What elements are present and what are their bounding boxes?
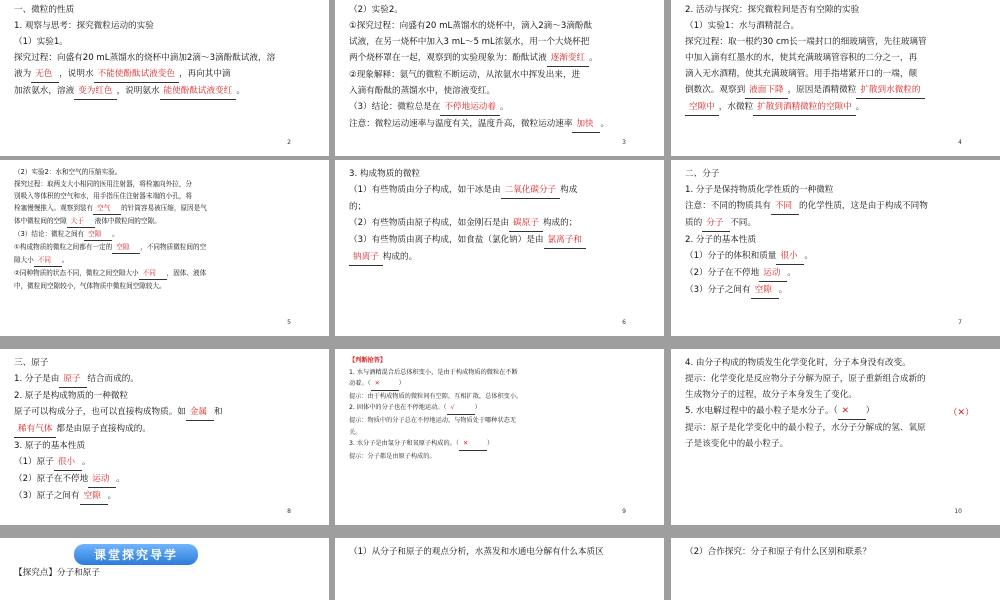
slide-6[interactable] (335, 160, 664, 336)
text-line (349, 391, 650, 403)
text-line (349, 18, 650, 34)
text-line (349, 34, 650, 50)
text-line (14, 50, 315, 66)
line-text: 两个烧杯罩在一起，观察到的实验现象为：酚酞试液 (349, 53, 547, 63)
slide-10[interactable] (671, 349, 1000, 525)
page-number: 2 (287, 139, 291, 146)
answer-blank: 空气 (93, 202, 121, 215)
line-text: 2. 原子是构成物质的一种微粒 (14, 391, 129, 401)
line-text: 入滴有酚酞的蒸馏水中，使溶液变红。 (349, 86, 496, 96)
text-line (14, 565, 315, 581)
line-text: 都是由原子直接构成的。 (56, 424, 151, 434)
answer-blank: 运动 (88, 471, 116, 488)
line-text: 滴入无水酒精，使其充满玻璃管。用手指堵紧开口的一端，颠 (685, 69, 918, 79)
line-text: 原子可以构成分子，也可以直接构成物质。如 (14, 407, 186, 417)
answer-blank: 金属 (186, 404, 214, 421)
text-line (685, 182, 986, 198)
text-line (685, 34, 986, 50)
answer-blank: ✕ (838, 403, 866, 420)
line-text: 。 (112, 230, 119, 238)
line-text: 。 (855, 102, 865, 112)
line-text: 探究过程：取两支大小相同的医用注射器，将栓塞向外拉，分 (14, 180, 193, 188)
line-text: （3）结论：微粒总是在 (349, 102, 441, 112)
text-line (349, 2, 650, 18)
text-line (349, 83, 650, 99)
slide-13[interactable] (671, 538, 1000, 600)
line-text: 1. 分子是由 (14, 374, 60, 384)
answer-blank: 很小 (776, 248, 804, 265)
answer-blank: 稀有气体 (14, 421, 56, 438)
text-line (14, 178, 315, 190)
line-text: 2. 固体中的分子也在不停地运动。（ (349, 404, 447, 412)
line-text: 子是该变化中的最小粒子。 (685, 439, 789, 449)
answer-blank: 不同 (771, 198, 799, 215)
answer-blank: 变为红色 (74, 83, 116, 100)
slide-9[interactable] (335, 349, 664, 525)
line-text: （1）实验1。 (14, 37, 68, 47)
line-text: 提示：分子都是由原子构成的。 (349, 452, 436, 460)
line-text: ，不同物质微粒间的空 (140, 243, 207, 251)
text-line (685, 166, 986, 182)
line-text: ） (474, 404, 481, 412)
line-text: （1）原子 (14, 457, 54, 467)
answer-blank: ✕ (459, 438, 487, 451)
line-text: ） (486, 440, 494, 448)
line-text: 结合而成的。 (87, 374, 139, 384)
line-text: 。 (778, 285, 788, 295)
line-text: 注意：微粒运动速率与温度有关，温度升高，微粒运动速率 (349, 119, 573, 129)
text-line (349, 451, 650, 463)
text-line (349, 367, 650, 379)
page-number: 3 (622, 139, 626, 146)
line-text: ①构成物质的微粒之间都有一定的 (14, 243, 113, 251)
text-line (349, 116, 650, 133)
line-text: 液为 (14, 69, 32, 79)
text-line (349, 355, 650, 367)
answer-blank: 二氧化碳分子 (501, 182, 561, 199)
text-line (685, 544, 986, 560)
text-line (685, 99, 986, 116)
text-line (685, 198, 986, 215)
line-text: 体中微粒间的空隙 (14, 217, 67, 225)
line-text: 1. 水与酒精混合后总体积变小，是由于构成物质的微粒在不断 (349, 368, 518, 376)
line-text: 构成 (560, 185, 578, 195)
line-text: 【判断抢答】 (349, 357, 387, 364)
answer-blank: 无色 (31, 66, 59, 83)
text-line (349, 182, 650, 199)
text-line (349, 415, 650, 427)
text-line (685, 420, 986, 436)
line-text: 三、原子 (14, 358, 49, 368)
page-number: 4 (958, 139, 962, 146)
slide-4[interactable] (671, 0, 1000, 156)
line-text: 提示：物质中的分子总在不停地运动，与物质处于哪种状态无 (349, 416, 517, 424)
line-text: 。 (589, 53, 598, 63)
answer-blank: 不同 (139, 267, 167, 280)
text-line (349, 50, 650, 67)
text-line (14, 66, 315, 83)
line-text: 注意：不同的物质具有 (685, 201, 771, 211)
text-line (14, 228, 315, 241)
text-line (685, 50, 986, 66)
text-line (14, 254, 315, 267)
line-text: （2）实验2。 (349, 5, 403, 15)
line-text: 。 (61, 256, 69, 264)
text-line (685, 403, 986, 420)
line-text: 【探究点】分子和原子 (14, 568, 100, 578)
line-text: 的； (349, 202, 367, 212)
answer-mark: （✕） (948, 408, 974, 418)
line-text: （1）实验1：水与酒精混合。 (685, 21, 800, 31)
answer-blank: 空隙 (751, 282, 779, 299)
answer-blank: 液面下降 (745, 82, 787, 99)
line-text: 提示：由于构成物质的微粒间有空隙，互相扩散，总体积变小。 (349, 392, 523, 400)
answer-blank: 扩散到水微粒的 (856, 82, 924, 99)
line-text: 提示：原子是化学变化中的最小粒子，水分子分解成的氢、氧原 (685, 423, 926, 433)
text-line (349, 199, 650, 215)
answer-blank: 不停地运动着 (440, 99, 500, 116)
line-text: ①探究过程：向盛有20 mL蒸馏水的烧杯中，滴入2滴～3滴酚酞 (349, 21, 593, 31)
line-text: 探究过程：取一根约30 cm长一端封口的细玻璃管，先往玻璃管 (685, 37, 927, 47)
answer-blank: 空隙 (80, 488, 108, 505)
text-line (685, 215, 986, 232)
line-text: 探究过程：向盛有20 mL蒸馏水的烧杯中滴加2滴～3滴酚酞试液，溶 (14, 53, 276, 63)
line-text: 的针筒容易被压缩，原因是气 (121, 204, 207, 212)
text-line (685, 66, 986, 82)
text-line (349, 99, 650, 116)
answer-blank: √ (447, 402, 475, 415)
text-line (349, 232, 650, 249)
line-text: 。 (107, 491, 117, 501)
line-text: 。 (600, 119, 610, 129)
line-text: 。 (804, 251, 814, 261)
text-line (685, 371, 986, 387)
answer-blank: 逐渐变红 (547, 50, 589, 67)
answer-blank: 空隙 (84, 228, 112, 241)
line-text: 。 (236, 86, 245, 96)
slide-2[interactable] (0, 0, 329, 156)
text-line (14, 454, 315, 471)
line-text: 关。 (349, 428, 362, 436)
page-number: 5 (287, 319, 291, 326)
line-text: （1）有些物质由分子构成，如干冰是由 (349, 185, 501, 195)
answer-blank: 碳原子 (509, 215, 543, 232)
text-line (14, 166, 315, 178)
answer-blank: 分子 (702, 215, 730, 232)
line-text: 5. 水电解过程中的最小粒子是水分子。（ (685, 406, 838, 416)
text-line (14, 202, 315, 215)
slide-11[interactable] (0, 538, 329, 600)
text-line (349, 544, 650, 560)
line-text: （2）原子在不停地 (14, 474, 89, 484)
text-line (14, 280, 315, 292)
line-text: 液体中微粒间的空隙。 (94, 217, 161, 225)
text-line (14, 190, 315, 202)
slide-3[interactable] (335, 0, 664, 156)
line-text: 提示：化学变化是反应物分子分解为原子，原子重新组合成新的 (685, 374, 926, 384)
text-line (349, 378, 650, 391)
line-text: ，说明水 (59, 69, 94, 79)
line-text: 中，微粒间空隙较小，气体物质中微粒间空隙较大。 (14, 282, 166, 290)
page-number: 9 (622, 508, 626, 515)
page-number: 8 (287, 508, 291, 515)
text-line (14, 488, 315, 505)
line-text: 和 (213, 407, 223, 417)
line-text: （3）结论：微粒之间有 (14, 230, 85, 238)
text-line (349, 402, 650, 415)
text-line (685, 355, 986, 371)
text-line (14, 438, 315, 454)
answer-blank: 空隙 (112, 241, 140, 254)
slide-7[interactable] (671, 160, 1000, 336)
page-number: 6 (622, 319, 626, 326)
text-line (685, 387, 986, 403)
line-text: 的化学性质，这是由于构成不同物 (798, 201, 928, 211)
line-text: 质的 (685, 218, 703, 228)
text-line (14, 83, 315, 100)
line-text: 。 (116, 474, 125, 484)
answer-blank: 扩散到酒精微粒的空隙中 (753, 99, 856, 116)
line-text: （2）合作探究：分子和原子有什么区别和联系？ (685, 547, 871, 557)
answer-blank: 不同 (34, 254, 62, 267)
text-line (685, 82, 986, 99)
line-text: 2. 活动与探究：探究微粒间是否有空隙的实验 (685, 5, 860, 15)
text-line (685, 265, 986, 282)
line-text: （2）分子在不停地 (685, 268, 760, 278)
line-text: 3. 原子的基本性质 (14, 441, 86, 451)
line-text: ，再向其中滴 (178, 69, 231, 79)
line-text: ） (398, 380, 405, 388)
text-line (14, 2, 315, 18)
line-text: 一、微粒的性质 (14, 5, 75, 15)
slide-8[interactable] (0, 349, 329, 525)
answer-blank: 加快 (572, 116, 600, 133)
line-text: 构成的； (542, 218, 578, 228)
line-text: （2）实验2：水和空气的压缩实验。 (14, 168, 122, 176)
text-line (685, 436, 986, 452)
text-line (14, 404, 315, 421)
line-text: （1）从分子和原子的观点分析，水蒸发和水通电分解有什么本质区 (349, 547, 604, 557)
text-line (14, 371, 315, 388)
text-line (349, 166, 650, 182)
answer-blank: 钠离子 (349, 249, 383, 266)
text-line (685, 18, 986, 34)
section-banner: 课堂探究导学 (74, 544, 198, 565)
slide-5[interactable] (0, 160, 329, 336)
answer-blank: 原子 (59, 371, 87, 388)
line-text: ，固体、液体 (166, 269, 207, 277)
text-line (14, 388, 315, 404)
line-text: （2）有些物质由原子构成，如金刚石是由 (349, 218, 510, 228)
text-line (349, 249, 650, 266)
line-text: 试液，在另一烧杯中加入3 mL～5 mL浓氨水，用一个大烧杯把 (349, 37, 590, 47)
line-text: ，原因是酒精微粒 (787, 85, 857, 95)
answer-blank: 空隙中 (685, 99, 719, 116)
line-text: （3）分子之间有 (685, 285, 751, 295)
line-text: 加浓氨水，溶液 (14, 86, 75, 96)
text-line (14, 241, 315, 254)
line-text: 动着。（ (349, 380, 371, 388)
line-text: ②现象解释：氨气的微粒不断运动，从浓氨水中挥发出来，进 (349, 70, 581, 80)
line-text: 二、分子 (685, 169, 720, 179)
answer-blank: 能使酚酞试液变红 (160, 83, 237, 100)
line-text: 1. 观察与思考：探究微粒运动的实验 (14, 21, 154, 31)
text-line (685, 282, 986, 299)
line-text: 生成物分子的过程，故分子本身发生了变化。 (685, 390, 857, 400)
text-line (349, 215, 650, 232)
line-text: 3. 构成物质的微粒 (349, 169, 421, 179)
text-line (685, 232, 986, 248)
answer-blank: 氯离子和 (544, 232, 586, 249)
text-line (14, 215, 315, 228)
line-text: 。 (787, 268, 796, 278)
line-text: （3）有些物质由离子构成，如食盐（氯化钠）是由 (349, 235, 544, 245)
line-text: ） (865, 406, 875, 416)
line-text: （3）原子之间有 (14, 491, 80, 501)
line-text: 2. 分子的基本性质 (685, 235, 757, 245)
page-number: 7 (958, 319, 962, 326)
answer-blank: 运动 (759, 265, 787, 282)
answer-blank: 不能使酚酞试液变色 (94, 66, 179, 83)
line-text: 。 (81, 457, 91, 467)
line-text: ，说明氨水 (116, 86, 160, 96)
answer-blank: 很小 (54, 454, 82, 471)
line-text: （1）分子的体积和质量 (685, 251, 777, 261)
line-text: ，水微粒 (718, 102, 754, 112)
text-line (349, 438, 650, 451)
line-text: 别吸入等体积的空气和水，用手指压住注射器末端的小孔，将 (14, 192, 193, 200)
text-line (14, 355, 315, 371)
line-text: 1. 分子是保持物质化学性质的一种微粒 (685, 185, 834, 195)
line-text: 构成的。 (382, 252, 418, 262)
line-text: 3. 水分子是由氢分子和氧原子构成的。（ (349, 440, 459, 448)
slide-12[interactable] (335, 538, 664, 600)
text-line (685, 248, 986, 265)
line-text: 倒数次。观察到 (685, 85, 746, 95)
text-line (14, 421, 315, 438)
line-text: 隙大小 (14, 256, 34, 264)
text-line (14, 267, 315, 280)
text-line (349, 427, 650, 439)
line-text: 栓塞慢慢推入。观察到装有 (14, 204, 94, 212)
line-text: 。 (499, 102, 509, 112)
text-line (349, 67, 650, 83)
text-line (14, 34, 315, 50)
answer-blank: 大于 (67, 215, 95, 228)
line-text: 4. 由分子构成的物质发生化学变化时，分子本身没有改变。 (685, 358, 911, 368)
line-text: ②同种物质的状态不同，微粒之间空隙大小 (14, 269, 139, 277)
line-text: 不同。 (730, 218, 756, 228)
answer-blank: ✕ (371, 378, 399, 391)
page-number: 10 (954, 508, 962, 515)
text-line (14, 18, 315, 34)
text-line (685, 2, 986, 18)
line-text: 中加入滴有红墨水的水，使其充满玻璃管容积的二分之一，再 (685, 53, 918, 63)
text-line (14, 471, 315, 488)
